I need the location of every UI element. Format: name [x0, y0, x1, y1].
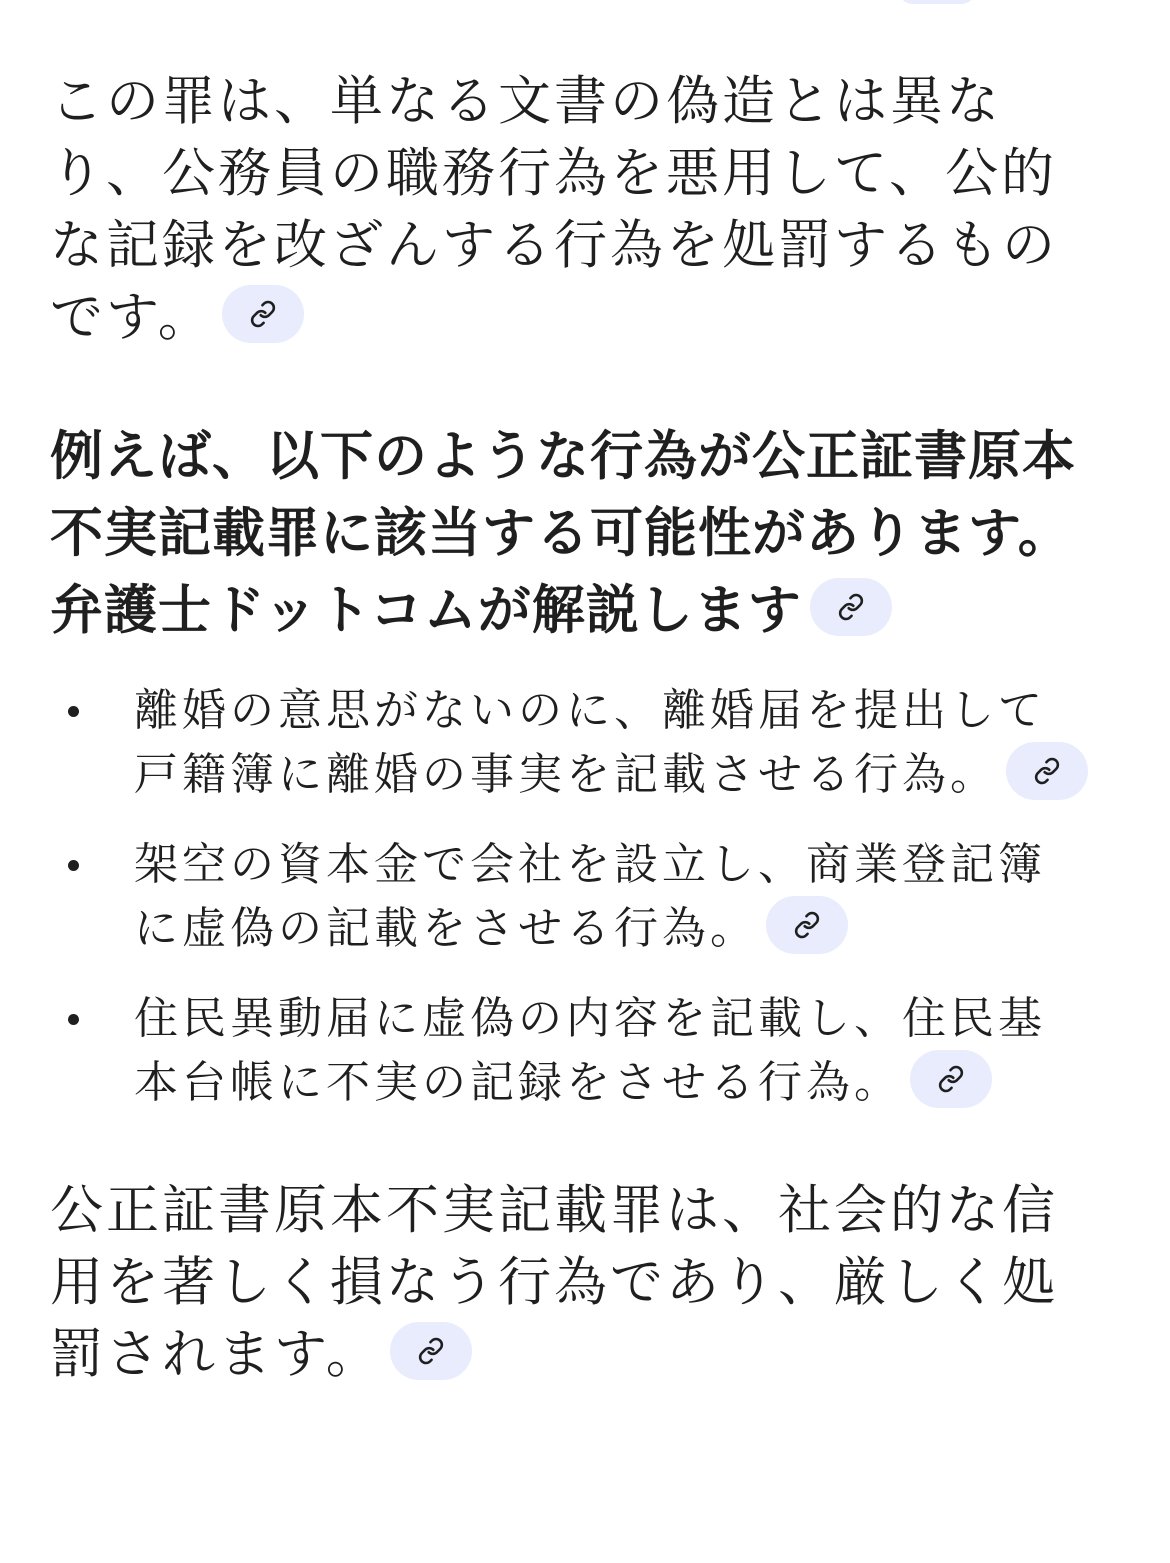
link-icon: [1033, 757, 1061, 785]
paragraph-intro-text: この罪は、単なる文書の偽造とは異なり、公務員の職務行為を悪用して、公的な記録を改ざんする行為を処罰するものです。: [50, 71, 1058, 348]
link-icon: [793, 911, 821, 939]
list-item-text: 架空の資本金で会社を設立し、商業登記簿に虚偽の記載をさせる行為。: [134, 839, 1046, 954]
citation-link-chip-partial[interactable]: [898, 0, 976, 4]
list-item-text: 住民異動届に虚偽の内容を記載し、住民基本台帳に不実の記録をさせる行為。: [134, 993, 1046, 1108]
paragraph-examples: [50, 418, 1090, 649]
link-icon: [837, 593, 865, 621]
list-item: [50, 679, 1090, 807]
example-list: [50, 679, 1090, 1115]
bullet-dot: [68, 1014, 79, 1025]
citation-link-button[interactable]: [390, 1322, 472, 1380]
response-content: [50, 66, 1090, 1391]
citation-link-button[interactable]: [1006, 742, 1088, 800]
bullet-dot: [68, 860, 79, 871]
link-icon: [249, 300, 277, 328]
paragraph-intro: [50, 66, 1090, 354]
bullet-dot: [68, 706, 79, 717]
list-item: [50, 833, 1090, 961]
list-item: [50, 987, 1090, 1115]
link-icon: [937, 1065, 965, 1093]
paragraph-conclusion: [50, 1175, 1090, 1391]
citation-link-button[interactable]: [222, 285, 304, 343]
link-icon: [417, 1337, 445, 1365]
citation-link-button[interactable]: [766, 896, 848, 954]
paragraph-examples-text: 例えば、以下のような行為が公正証書原本不実記載罪に該当する可能性があります。弁護士ドットコムが解説します: [50, 426, 1076, 641]
citation-link-button[interactable]: [810, 578, 892, 636]
list-item-text: 離婚の意思がないのに、離婚届を提出して戸籍簿に離婚の事実を記載させる行為。: [134, 685, 1046, 800]
paragraph-conclusion-text: 公正証書原本不実記載罪は、社会的な信用を著しく損なう行為であり、厳しく処罰されます。: [50, 1180, 1058, 1385]
citation-link-button[interactable]: [910, 1050, 992, 1108]
